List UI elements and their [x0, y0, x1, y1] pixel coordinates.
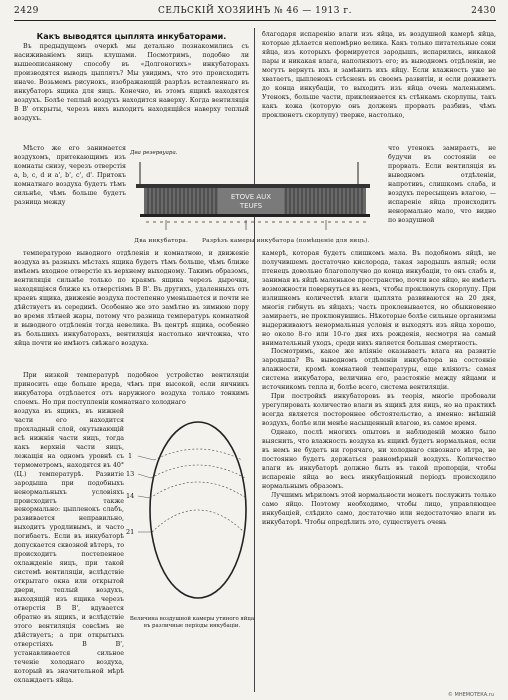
paragraph: воздуха въ ящикъ, въ нижней части его находится прохладный слой, окутывающій всѣ нижнія части яицъ, тогда какъ верхнія части яицъ, лежащія на одномъ уровнѣ съ термометромъ, находятся въ 40° (Ц.) температурѣ. Развитіе зародыша при подобныхъ ненормальныхъ условіяхъ происходитъ также ненормально: цыпленокъ слабъ, развивается неправильно, выходитъ уродливымъ, и часто погибаетъ. Если въ инкубаторѣ допускается сквозной вѣтеръ, то происходитъ постепенное охлажденіе яицъ, при такой системѣ вентиляціи, вслѣдствіе открытаго окна или открытой двери, теплый воздухъ, выходящій изъ ящика черезъ отверстія В В', вдувается обратно въ ящикъ, и вслѣдствіе этого вентиляція совсѣмъ не дѣйствуетъ; а при открытыхъ отверстіяхъ В В', устанавливается сильное теченіе холоднаго воздуха, который въ значительной мѣрѣ охлаждаетъ яйца. [14, 408, 124, 684]
paragraph: Однако, послѣ многихъ опытовъ и наблюденій можно было выяснить, что влажность воздуха въ ящикѣ будетъ нормальная, если въ немъ не будетъ ни горячаго, ни холоднаго сквознаго вѣтра, не постоянно будетъ держаться равномѣрный воздухъ. Количество влаги въ инкубаторѣ должно быть въ такой пропорціи, чтобы испареніе яйца во весь инкубаціонный періодъ происходило нормальнымъ образомъ. [262, 429, 496, 490]
figure-label-reservoir: Два резервуара. [130, 150, 178, 156]
day-label: 1 [128, 452, 133, 460]
incubator-section-figure [126, 150, 388, 248]
left-column-lower [14, 372, 249, 408]
paragraph: Лучшимъ мѣриломъ этой нормальности можетъ послужить только само яйцо. Поэтому необходимо, чтобы лицо, управляющее инкубаціей, слѣдило само, достаточно или недостаточно влаги въ инкубаторѣ. Чтобы опредѣлить это, существуетъ очень [262, 491, 496, 526]
paragraph: благодаря испаренію влаги изъ яйца, въ воздушной камерѣ яйца, которые дѣлается непомѣрно велика. Какъ только питательные соки яйца, изъ которыхъ формируется зародышъ, испарились, никакой пары и никакая влага, наполняютъ его; въ выводномъ отдѣленіи, не могутъ вернуть ихъ и замѣнить ихъ яйцу. Если влажность уже не хватаетъ, цыпленокъ стѣсненъ въ своемъ развитіи, и если доживетъ до конца инкубаціи, то выходитъ изъ яйца очень маленькимъ. Утенокъ, больше части, приклеивается къ стѣнкамъ скорлупы, такъ какъ кожа (которую онъ долженъ прорвать разбивъ, чѣмъ проклюнетъ скорлупу) тверже, настолько, [262, 31, 496, 119]
paragraph: камерѣ, которая будетъ слишкомъ мала. Въ подобномъ яйцѣ, не получившемъ достаточно кислорода, такая зародышъ вялый; если птенецъ довольно благополучно до конца инкубаціи, то онъ слабъ и, занимая въ яйцѣ маленькое пространство, почти все яйцо, не имѣетъ возможности повернуться въ немъ, чтобы проклюнуть скорлупу. При излишнемъ количествѣ влаги цыплята развиваются на 20 дня, многія гибнуть въ яйцахъ; часть проклевывается, но обыкновенно замираетъ, не проклюнувшись. Нѣкоторые болѣе сильные организмы выдерживаютъ ненормальныя условія и выходятъ изъ яйца хорошо, но около 8-го или 10-го дня ихъ рожденія, несмотря на самый внимательный уходъ, среди нихъ является большая смертность. [262, 250, 496, 347]
day-label: 21 [126, 528, 135, 536]
page-header [14, 6, 496, 20]
watermark: © МНЕМОТЕКА.ru [447, 692, 494, 698]
paragraph: Мѣсто же его занимается воздухомъ, притекающимъ изъ комнаты снизу, черезъ отверстія a, b, c, d и a', b', c', d'. Притокъ комнатнаго воздуха будетъ тѣмъ сильнѣе, чѣмъ больше будетъ разница между [14, 145, 126, 206]
right-column-narrow [388, 145, 496, 245]
paragraph: При низкой температурѣ подобное устройство вентиляціи приносить еще больше вреда, чѣмъ при высокой, если яичникъ инкубатора отдѣлается отъ наружного воздуха только тонкимъ слоемъ. Но при поступленіи комнатнаго холоднаго [14, 372, 249, 406]
egg-figure-caption: Величина воздушной камеры утиного яйца въ различные періоды инкубаціи. [129, 616, 255, 629]
paragraph: что утенокъ замираетъ, не будучи въ состояніи ее прорвать. Если вентиляція въ выводномъ отдѣленіи, напротивъ, слишкомъ слаба, и воздухъ пересыщенъ влагою, — испареніе яйца происходитъ ненормально мало, что видно по воздушной [388, 145, 496, 224]
paragraph: При постройкѣ инкубаторовъ въ теорія, многіе пробовали урегулировать количество влаги въ ящикѣ для яицъ, но на практикѣ всегда является постороннее обстоятельство, а именно: внѣшній воздухъ, болѣе или менѣе насыщенный влагою, въ самое время. [262, 393, 496, 428]
journal-title: СЕЛЬСКІЙ ХОЗЯИНЪ № 46 — 1913 г. [158, 6, 352, 16]
paragraph: Посмотримъ, какое же вліяніе оказываетъ влага на развитіе зародыша? Въ выводномъ отдѣленіи инкубатора на состояніе влажности, кромѣ комнатной температуры, еще вліяютъ: самая система инкубатора, величина его, разстояніе между яйцами и источникомъ тепла и, болѣе всего, система вентиляціи. [262, 348, 496, 392]
figure-caption [16, 238, 488, 244]
page-number-right: 2430 [471, 6, 496, 16]
right-column-top [262, 31, 496, 145]
figure-caption-text: Разрѣзъ камеры инкубатора (помѣщеніе для яицъ). [202, 238, 370, 244]
figure-label-incubator: Два инкубатора. [134, 238, 188, 244]
left-column-narrow [14, 145, 126, 245]
article-title: Какъ выводятся цыплята инкубаторами. [36, 32, 227, 41]
left-column-middle [14, 250, 249, 370]
paragraph: Въ предыдущемъ очеркѣ мы детально познакомились съ насиживаніемъ яицъ клушами. Посмотримъ, подобно ли вышеописанному способу въ «Долгоногихъ» инкубаторахъ производятся выводъ цыплятъ? Мы увидимъ, что это происходитъ иначе. Возьмемъ рисунокъ, изображающій разрѣзъ вставленнаго въ инкубаторъ ящика для яицъ. Конечно, въ этомъ ящикѣ находятся воздухъ. Болѣе теплый воздухъ находится наверху. Когда вентиляція В В' открыты, черезъ нихъ выходитъ находящійся наверху теплый воздухъ. [14, 43, 249, 122]
header-rule [14, 20, 496, 21]
egg-air-cell-figure [124, 408, 260, 636]
paragraph: температурою выводного отдѣленія и комнатною, и движеніе воздуха въ разныхъ мѣстахъ ящика будетъ тѣмъ больше, чѣмъ ближе имѣемъ входное отверстіе къ верхнему выходному. Такимъ образомъ, вентиляція сильнѣе только по краямъ ящика черезъ дырочки, находящіяся ближе къ отверстіямъ В В'. Въ другихъ, удаленныхъ отъ краевъ ящика, движеніе воздуха постепенно уменьшается и почти не дѣйствуетъ въ серединѣ. Особенно же это замѣтно въ зимнюю пору во время лѣтней жары, потому что разница температуръ комнатной и выводного отдѣленія тогда невелика. Въ центрѣ ящика, особенно въ большихъ инкубаторахъ, вентиляція настолько ничтожна, что яйца почти не имѣютъ свѣжаго воздуха. [14, 250, 249, 347]
page-number-left: 2429 [14, 6, 39, 16]
right-column-bottom [262, 250, 496, 690]
incubator-drawing [126, 150, 388, 236]
day-label: 13 [126, 470, 135, 478]
day-label: 14 [126, 492, 135, 500]
left-column-bottom [14, 408, 124, 690]
box-text-2: TEUFS [239, 202, 263, 210]
box-text-1: ETOVE AUX [230, 193, 272, 201]
left-column-top [14, 31, 249, 145]
egg-drawing [124, 408, 260, 614]
